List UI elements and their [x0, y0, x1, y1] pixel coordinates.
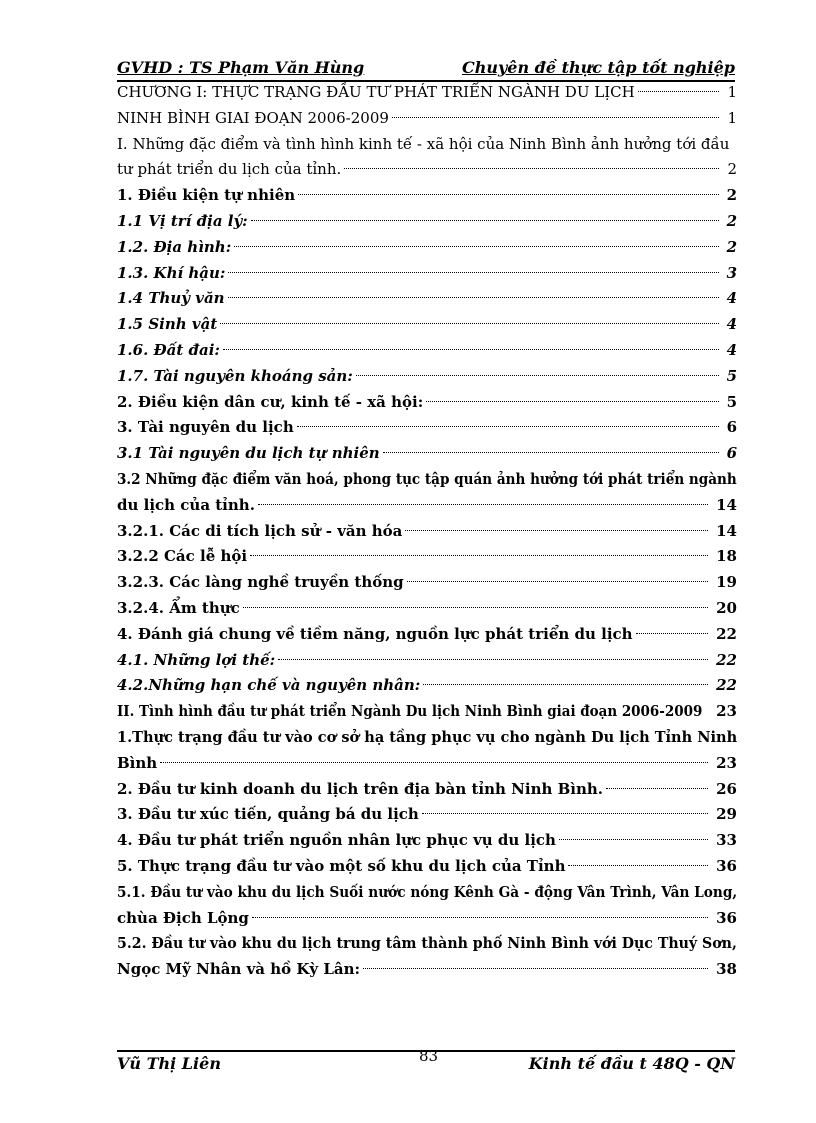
- toc-page-number: 3: [726, 263, 737, 282]
- toc-entry-text: CHƯƠNG I: THỰC TRẠNG ĐẦU TƯ PHÁT TRIỂN NGÀNH DU LỊCH: [117, 83, 635, 101]
- toc-leader-dots: [423, 684, 708, 685]
- toc-entry: [117, 753, 737, 773]
- toc-leader-dots: [278, 659, 708, 660]
- toc-page-number: 14: [716, 495, 737, 514]
- toc-entry-text: Bình: [117, 753, 158, 772]
- toc-leader-dots: [356, 375, 719, 376]
- toc-page-number: 6: [726, 444, 737, 463]
- page-number: 83: [419, 1047, 439, 1065]
- toc-entry: [117, 159, 737, 179]
- toc-entry: [117, 908, 737, 928]
- toc-page-number: 23: [716, 702, 737, 721]
- toc-leader-dots: [405, 530, 708, 531]
- toc-entry-text: 3.2.4. Ẩm thực: [117, 599, 240, 617]
- toc-entry-text: 3.1 Tài nguyên du lịch tự nhiên: [117, 444, 380, 463]
- toc-entry: [117, 856, 737, 876]
- toc-entry-text: chùa Địch Lộng: [117, 908, 249, 927]
- toc-entry: [117, 624, 737, 644]
- toc-entry: [117, 108, 737, 128]
- toc-entry-text: 3.2.1. Các di tích lịch sử - văn hóa: [117, 521, 403, 540]
- toc-page-number: 2: [726, 212, 737, 230]
- toc-entry-text: 3.2.3. Các làng nghề truyền thống: [117, 573, 404, 592]
- toc-leader-dots: [220, 323, 719, 324]
- toc-leader-dots: [392, 117, 719, 118]
- toc-entry-text: 1.5 Sinh vật: [117, 315, 218, 334]
- toc-leader-dots: [228, 272, 719, 273]
- toc-entry-text: 4.1. Những lợi thế:: [117, 650, 276, 669]
- toc-entry: [117, 82, 737, 102]
- toc-leader-dots: [250, 555, 708, 556]
- toc-page-number: 26: [716, 779, 737, 798]
- toc-page-number: 4: [726, 341, 737, 359]
- toc-entry: [117, 933, 737, 953]
- toc-leader-dots: [383, 452, 719, 453]
- toc-entry-text: 2. Điều kiện dân cư, kinh tế - xã hội:: [117, 392, 424, 411]
- toc-leader-dots: [258, 504, 708, 505]
- toc-entry: [117, 727, 737, 747]
- toc-leader-dots: [234, 246, 719, 247]
- toc-entry-text: 1.7. Tài nguyên khoáng sản:: [117, 366, 353, 385]
- toc-page-number: 22: [716, 624, 737, 643]
- toc-entry: [117, 779, 737, 799]
- toc-entry-text: 3. Tài nguyên du lịch: [117, 418, 294, 437]
- toc-page-number: 36: [716, 908, 737, 927]
- toc-entry-text: 1.1 Vị trí địa lý:: [117, 212, 248, 230]
- toc-leader-dots: [228, 297, 719, 298]
- toc-entry-text: 1.4 Thuỷ văn: [117, 289, 225, 308]
- toc-leader-dots: [606, 788, 708, 789]
- toc-page-number: 4: [726, 289, 737, 308]
- toc-entry: [117, 650, 737, 670]
- toc-entry: [117, 469, 737, 489]
- toc-entry: [117, 211, 737, 231]
- toc-leader-dots: [243, 607, 708, 608]
- toc-entry: [117, 288, 737, 308]
- toc-entry: [117, 701, 737, 721]
- toc-entry-text: 4. Đầu tư phát triển nguồn nhân lực phục vụ du lịch: [117, 831, 556, 850]
- toc-entry: [117, 392, 737, 412]
- toc-entry: [117, 882, 737, 902]
- toc-entry-text: 2. Đầu tư kinh doanh du lịch trên địa bàn tỉnh Ninh Bình.: [117, 779, 604, 798]
- toc-leader-dots: [160, 762, 708, 763]
- toc-entry-text: 5. Thực trạng đầu tư vào một số khu du lịch của Tỉnh: [117, 857, 566, 875]
- header-advisor: GVHD : TS Phạm Văn Hùng: [117, 58, 365, 77]
- toc-entry: [117, 417, 737, 437]
- toc-page-number: 1: [727, 83, 737, 101]
- toc-page-number: 6: [726, 418, 737, 437]
- toc-leader-dots: [363, 968, 708, 969]
- toc-entry: [117, 830, 737, 850]
- toc-entry: [117, 263, 737, 283]
- toc-page-number: 4: [726, 315, 737, 334]
- toc-leader-dots: [636, 633, 708, 634]
- toc-leader-dots: [559, 839, 708, 840]
- toc-entry-text: I. Những đặc điểm và tình hình kinh tế - xã hội của Ninh Bình ảnh hưởng tới đầu: [117, 134, 730, 153]
- toc-page-number: 2: [726, 237, 737, 256]
- toc-entry: [117, 572, 737, 592]
- toc-entry-text: 4. Đánh giá chung về tiềm năng, nguồn lực phát triển du lịch: [117, 624, 633, 643]
- toc-leader-dots: [407, 581, 708, 582]
- toc-entry: [117, 134, 737, 154]
- toc-entry: [117, 314, 737, 334]
- toc-leader-dots: [344, 168, 719, 169]
- toc-leader-dots: [251, 220, 719, 221]
- header-doc-title: Chuyên đề thực tập tốt nghiệp: [461, 58, 735, 77]
- toc-entry-text: du lịch của tỉnh.: [117, 495, 255, 514]
- toc-leader-dots: [298, 194, 719, 195]
- toc-entry-text: 3.2 Những đặc điểm văn hoá, phong tục tập quán ảnh hưởng tới phát triển ngành: [117, 470, 737, 488]
- toc-leader-dots: [223, 349, 719, 350]
- toc-entry: [117, 443, 737, 463]
- toc-entry: [117, 340, 737, 360]
- toc-entry: [117, 959, 737, 979]
- toc-page-number: 19: [716, 573, 737, 592]
- toc-leader-dots: [297, 426, 719, 427]
- toc-entry-text: 1.2. Địa hình:: [117, 237, 232, 256]
- toc-entry: [117, 185, 737, 205]
- toc-page-number: 5: [726, 392, 737, 411]
- toc-leader-dots: [638, 91, 719, 92]
- toc-entry: [117, 495, 737, 515]
- toc-entry-text: tư phát triển du lịch của tỉnh.: [117, 160, 342, 179]
- toc-page-number: 5: [726, 366, 737, 385]
- toc-entry: [117, 546, 737, 566]
- toc-entry-text: 5.2. Đầu tư vào khu du lịch trung tâm thành phố Ninh Bình với Dục Thuý Sơn,: [117, 934, 737, 953]
- toc-entry: [117, 804, 737, 824]
- toc-entry: [117, 521, 737, 541]
- toc-leader-dots: [568, 865, 708, 866]
- toc-leader-dots: [422, 813, 708, 814]
- toc-entry-text: 3. Đầu tư xúc tiến, quảng bá du lịch: [117, 805, 419, 824]
- toc-entry: [117, 366, 737, 386]
- toc-entry-text: 1.6. Đất đai:: [117, 341, 220, 359]
- toc-entry-text: Ngọc Mỹ Nhân và hồ Kỳ Lân:: [117, 960, 361, 979]
- toc-leader-dots: [426, 401, 719, 402]
- toc-entry-text: II. Tình hình đầu tư phát triển Ngành Du lịch Ninh Bình giai đoạn 2006-2009: [117, 702, 703, 721]
- toc-page-number: 14: [716, 521, 737, 540]
- footer-author: Vũ Thị Liên: [117, 1054, 221, 1073]
- toc-leader-dots: [252, 917, 708, 918]
- toc-entry-text: NINH BÌNH GIAI ĐOẠN 2006-2009: [117, 108, 389, 127]
- toc-entry: [117, 675, 737, 695]
- toc-page-number: 38: [716, 960, 737, 979]
- toc-entry: [117, 237, 737, 257]
- toc-entry-text: 5.1. Đầu tư vào khu du lịch Suối nước nóng Kênh Gà - động Vân Trình, Vân Long,: [117, 882, 738, 901]
- toc-entry: [117, 598, 737, 618]
- toc-page-number: 1: [727, 108, 737, 127]
- toc-entry-text: 1.Thực trạng đầu tư vào cơ sở hạ tầng phục vụ cho ngành Du lịch Tỉnh Ninh: [117, 728, 738, 746]
- toc-page-number: 2: [726, 186, 737, 205]
- page-header: [117, 58, 735, 78]
- footer-class: Kinh tế đầu t 48Q - QN: [528, 1054, 735, 1073]
- toc-page-number: 22: [716, 650, 737, 669]
- toc-page-number: 23: [716, 753, 737, 772]
- toc-entry-text: 3.2.2 Các lễ hội: [117, 547, 248, 566]
- toc-entry-text: 1.3. Khí hậu:: [117, 263, 226, 282]
- toc-entry-text: 1. Điều kiện tự nhiên: [117, 186, 296, 205]
- toc-page-number: 22: [716, 676, 737, 695]
- toc-page-number: 36: [716, 857, 737, 875]
- toc-page-number: 2: [727, 160, 737, 179]
- toc-entry-text: 4.2.Những hạn chế và nguyên nhân:: [117, 676, 421, 695]
- toc-page-number: 20: [716, 599, 737, 617]
- toc-page-number: 29: [716, 805, 737, 824]
- toc-page-number: 33: [716, 831, 737, 850]
- toc-page-number: 18: [716, 547, 737, 566]
- page-footer: [117, 1047, 735, 1074]
